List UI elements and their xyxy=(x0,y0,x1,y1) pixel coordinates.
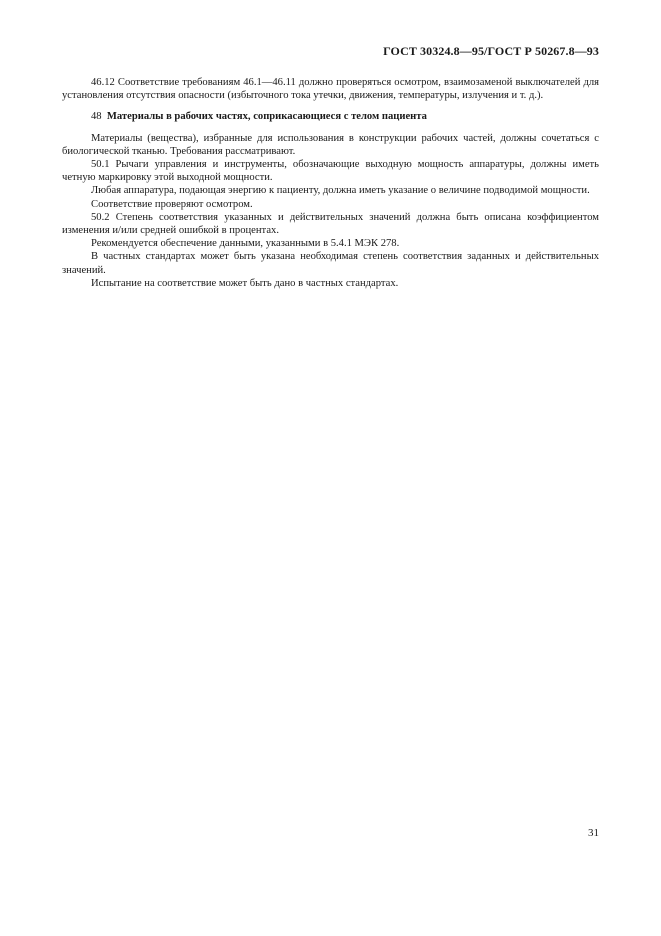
page-number: 31 xyxy=(588,827,599,839)
paragraph-46-12: 46.12 Соответствие требованиям 46.1—46.11 должно проверяться осмотром, взаимозаменой выключателей для установления отсутствия опасности (избыточного тока утечки, движения, температуры, излучения и т. д.). xyxy=(62,77,599,102)
paragraph-50-2-private: В частных стандартах может быть указана необходимая степень соответствия заданных и действительных значений. xyxy=(62,251,599,276)
paragraph-50-2: 50.2 Степень соответствия указанных и действительных значений должна быть описана коэффициентом изменения и/или средней ошибкой в процентах. xyxy=(62,211,599,237)
document-header: ГОСТ 30324.8—95/ГОСТ Р 50267.8—93 xyxy=(383,44,599,58)
paragraph-50-2-test: Испытание на соответствие может быть дано в частных стандартах. xyxy=(91,277,399,289)
paragraph-48-text: Материалы (вещества), избранные для использования в конструкции рабочих частей, должны сочетаться с биологической тканью. Требования рассматривают. xyxy=(62,132,599,157)
paragraph-50-1-check: Соответствие проверяют осмотром. xyxy=(91,198,253,210)
paragraph-50-2-recommend: Рекомендуется обеспечение данными, указанными в 5.4.1 МЭК 278. xyxy=(91,238,400,250)
section-number: 48 xyxy=(91,111,102,123)
document-body xyxy=(62,76,599,290)
paragraph-50-1: 50.1 Рычаги управления и инструменты, обозначающие выходную мощность аппаратуры, должны иметь четную маркировку этой выходной мощности. xyxy=(62,159,599,184)
section-title: Материалы в рабочих частях, соприкасающиеся с телом пациента xyxy=(106,111,427,123)
section-heading-48 xyxy=(62,110,599,123)
paragraph-50-1-power: Любая аппаратура, подающая энергию к пациенту, должна иметь указание о величине подводимой мощности. xyxy=(91,185,590,197)
